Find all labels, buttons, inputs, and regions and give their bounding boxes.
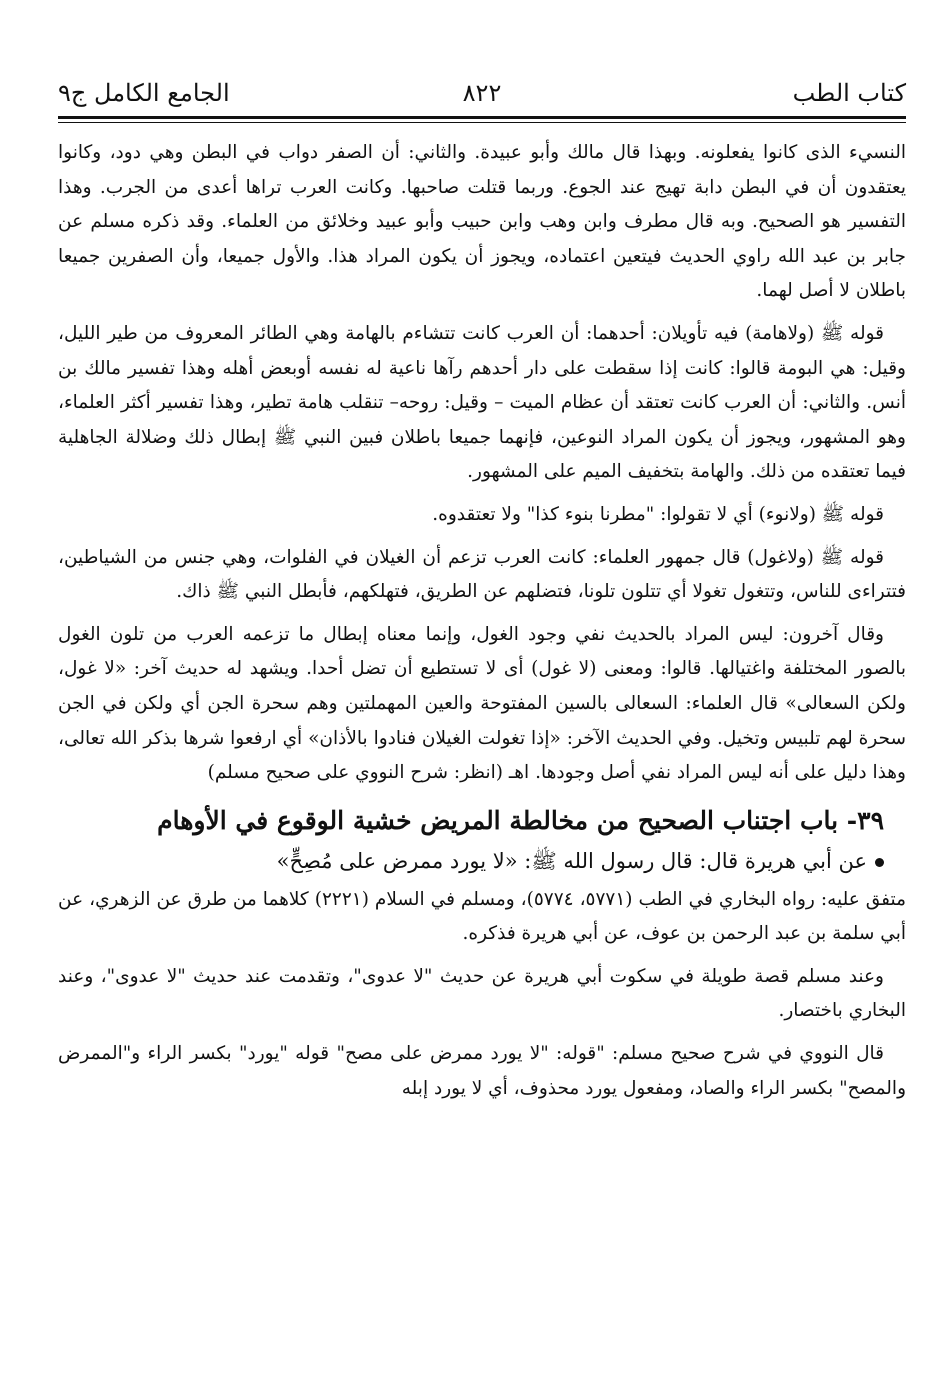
paragraph: النسيء الذى كانوا يفعلونه. وبهذا قال مالك وأبو عبيدة. والثاني: أن الصفر دواب في البطن وهي دود، وكانوا يعتقدون أن في البطن دابة تهيج عند الجوع. وربما قتلت صاحبها. وكانت العرب تراها أعدى من الجرب. وهذا التفسير هو الصحيح. وبه قال مطرف وابن وهب وابن حبيب وأبو عبيد وخلائق من العلماء. وقد ذكره مسلم عن جابر بن عبد الله راوي الحديث فيتعين اعتماده، ويجوز أن يكون المراد هذا. والأول جميعا، وأن الصفرين جميعا باطلان لا أصل لهما. [58, 142, 906, 302]
paragraph: متفق عليه: رواه البخاري في الطب (٥٧٧١، ٥٧٧٤)، ومسلم في السلام (٢٢٢١) كلاهما من طرق عن الزهري، عن أبي سلمة بن عبد الرحمن بن عوف، عن أبي هريرة فذكره. [58, 888, 906, 945]
header-book-title: الجامع الكامل ج٩ [58, 79, 230, 107]
page-header [58, 74, 906, 112]
paragraph: قوله ﷺ (ولانوء) أي لا تقولوا: "مطرنا بنوء كذا" ولا تعتقدوه. [432, 503, 884, 525]
hadith-body: عن أبي هريرة قال: قال رسول الله ﷺ: «لا يورد ممرض على مُصِحٍّ» [276, 848, 867, 873]
header-rule-thick [58, 116, 906, 119]
header-rule-thin [58, 122, 906, 123]
paragraph: قوله ﷺ (ولاهامة) فيه تأويلان: أحدهما: أن العرب كانت تتشاءم بالهامة وهي الطائر المعروف من طير الليل، وقيل: هي البومة قالوا: كانت إذا سقطت على دار أحدهم رآها ناعية له نفسه أوبعض أهله وهذا تفسير مالك بن أنس. والثاني: أن العرب كانت تعتقد أن عظام الميت – وقيل: روحه– تنقلب هامة تطير، وهذا تفسير أكثر العلماء، وهو المشهور، ويجوز أن يكون المراد النوعين، فإنهما جميعا باطلان فبين النبي ﷺ إبطال ذلك وضلالة الجاهلية فيما تعتقده من ذلك. والهامة بتخفيف الميم على المشهور. [58, 322, 906, 483]
paragraph: وعند مسلم قصة طويلة في سكوت أبي هريرة عن حديث "لا عدوى"، وتقدمت عند حديث "لا عدوى"، وعند البخاري باختصار. [58, 965, 906, 1022]
page-number: ٨٢٢ [462, 79, 502, 107]
chapter-title: ٣٩- باب اجتناب الصحيح من مخالطة المريض خشية الوقوع في الأوهام [157, 805, 884, 835]
hadith-text [58, 843, 906, 879]
bullet-icon [875, 858, 884, 867]
paragraph: قوله ﷺ (ولاغول) قال جمهور العلماء: كانت العرب تزعم أن الغيلان في الفلوات، وهي جنس من الشياطين، فتتراءى للناس، وتتغول تغولا أي تتلون تلونا، فتضلهم عن الطريق، فتهلكهم، فأبطل النبي ﷺ ذاك. [58, 546, 906, 603]
header-chapter-name: كتاب الطب [792, 79, 906, 107]
page-body [58, 136, 906, 1114]
paragraph: قال النووي في شرح صحيح مسلم: "قوله: "لا يورد ممرض على مصح" قوله "يورد" بكسر الراء و"الممرض والمصح" بكسر الراء والصاد، ومفعول يورد محذوف، أي لا يورد إبله [58, 1043, 906, 1099]
paragraph: وقال آخرون: ليس المراد بالحديث نفي وجود الغول، وإنما معناه إبطال ما تزعمه العرب من تلون الغول بالصور المختلفة واغتيالها. قالوا: ومعنى (لا غول) أى لا تستطيع أن تضل أحدا. ويشهد له حديث آخر: «لا غول، ولكن السعالى» قال العلماء: السعالى بالسين المفتوحة والعين المهملتين وهم سحرة الجن أي ولكن في الجن سحرة لهم تلبيس وتخيل. وفي الحديث الآخر: «إذا تغولت الغيلان فنادوا بالأذان» أي ارفعوا شرها بذكر الله تعالى، وهذا دليل على أنه ليس المراد نفي أصل وجودها. اهـ (انظر: شرح النووي على صحيح مسلم) [58, 623, 906, 784]
